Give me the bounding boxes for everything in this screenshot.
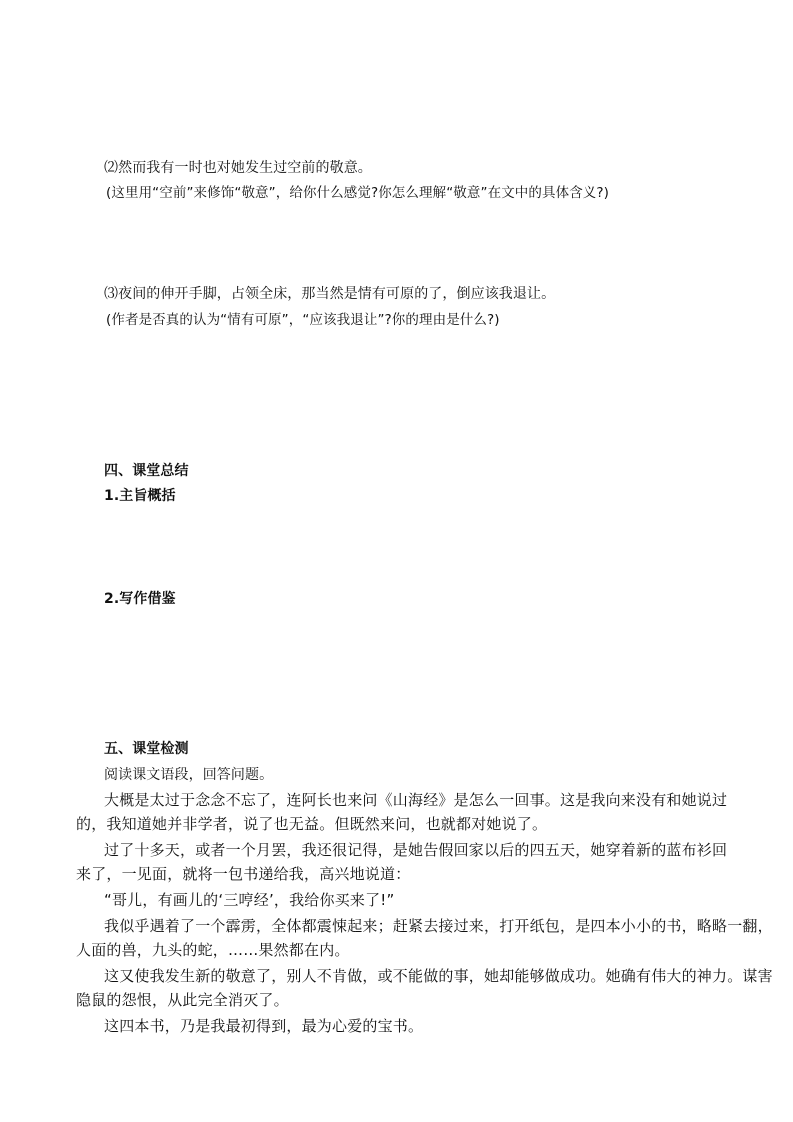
passage-line: 的，我知道她并非学者，说了也无益。但既然来问，也就都对她说了。: [76, 815, 548, 833]
question-3-prompt: (作者是否真的认为“情有可原”，“应该我退让”?你的理由是什么?): [106, 312, 500, 328]
passage-line: 我似乎遇着了一个霹雳，全体都震悚起来；赶紧去接过来，打开纸包，是四本小小的书，略略一翻，: [104, 917, 773, 935]
test-instruction: 阅读课文语段，回答问题。: [104, 767, 274, 783]
section-5-heading: 五、课堂检测: [104, 741, 189, 757]
question-2-sentence: ⑵然而我有一时也对她发生过空前的敬意。: [104, 160, 372, 176]
section-4-heading: 四、课堂总结: [104, 463, 189, 479]
passage-line: 这又使我发生新的敬意了，别人不肯做，或不能做的事，她却能够做成功。她确有伟大的神力。谋害: [104, 967, 773, 985]
question-3-sentence: ⑶夜间的伸开手脚，占领全床，那当然是情有可原的了，倒应该我退让。: [104, 286, 556, 302]
passage-line: 来了，一见面，就将一包书递给我，高兴地说道：: [76, 865, 411, 883]
passage-line: 过了十多天，或者一个月罢，我还很记得，是她告假回家以后的四五天，她穿着新的蓝布衫回: [104, 841, 728, 859]
passage-line: 大概是太过于念念不忘了，连阿长也来问《山海经》是怎么一回事。这是我向来没有和她说过: [104, 791, 728, 809]
passage-line: “哥儿，有画儿的‘三哼经’，我给你买来了!”: [104, 891, 395, 909]
passage-line: 人面的兽，九头的蛇，……果然都在内。: [76, 941, 350, 959]
summary-item-writing: 2.写作借鉴: [104, 591, 176, 607]
summary-item-theme: 1.主旨概括: [104, 488, 176, 504]
passage-line: 隐鼠的怨恨，从此完全消灭了。: [76, 991, 289, 1009]
passage-line: 这四本书，乃是我最初得到，最为心爱的宝书。: [104, 1017, 424, 1035]
question-2-prompt: (这里用“空前”来修饰“敬意”，给你什么感觉?你怎么理解“敬意”在文中的具体含义?): [106, 185, 610, 201]
